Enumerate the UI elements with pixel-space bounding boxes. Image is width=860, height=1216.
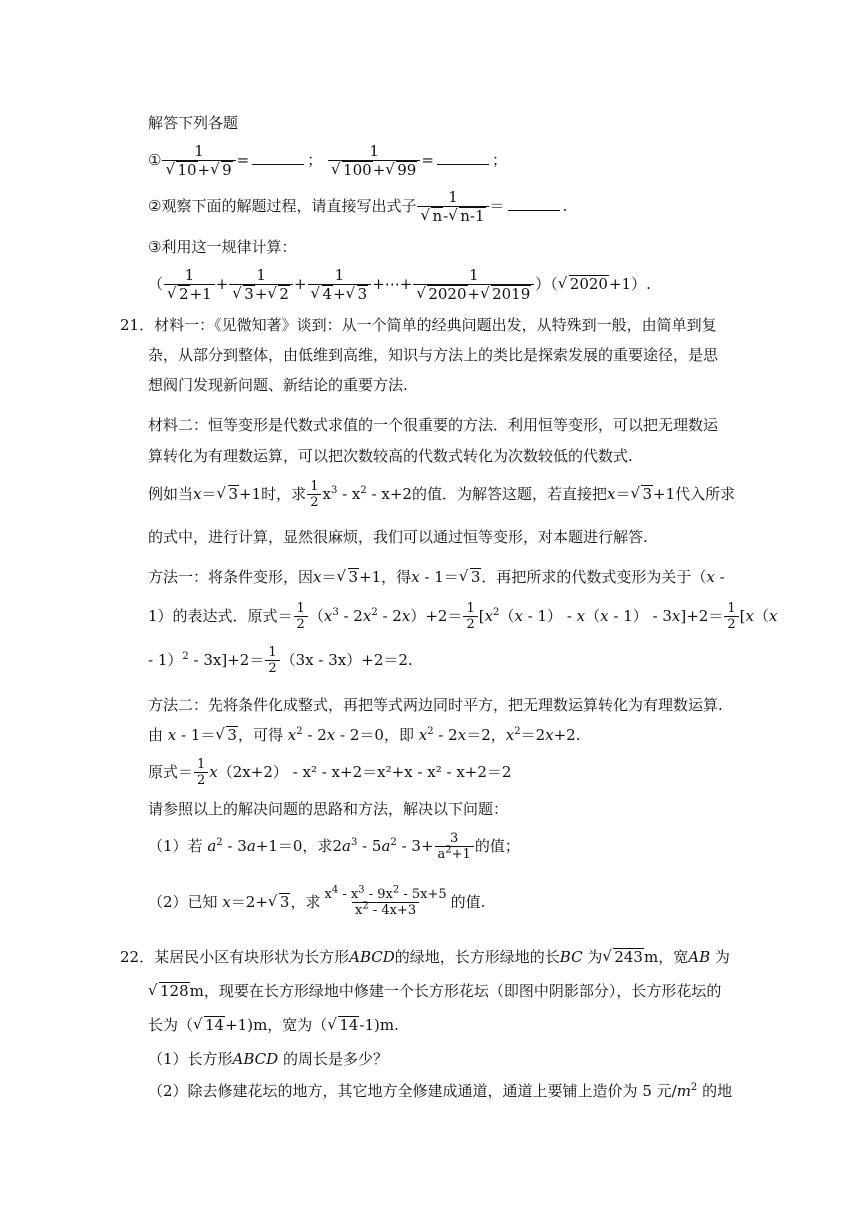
p22-line-1: 22．某居民小区有块形状为长方形ABCD的绿地，长方形绿地的长BC 为√ 243m，宽AB 为	[120, 942, 730, 972]
q1-label: ①	[148, 151, 162, 169]
p22-line-2: √ 128m，现要在长方形绿地中修建一个长方形花坛（即图中阴影部分），长方形花坛的	[148, 976, 721, 1006]
p22-sub-2: （2）除去修建花坛的地方，其它地方全修建成通道，通道上要铺上造价为 5 元$/m^2$ 的地	[148, 1082, 733, 1100]
p21-line-2: 杂，从部分到整体，由低维到高维，知识与方法上的类比是探索发展的重要途径，是思	[148, 346, 719, 364]
p21-method1-line-1: 方法一：将条件变形，因x＝√ 3+1，得x - 1＝√ 3．再把所求的代数式变形为关于（x -	[148, 562, 725, 592]
q3-label: ③	[148, 238, 162, 256]
q3-line: ③利用这一规律计算：	[148, 238, 297, 256]
q2-line: ②观察下面的解题过程，请直接写出式子 1 √ n-√ n-1 ＝ .	[148, 186, 567, 226]
p21-number: 21．	[120, 316, 155, 334]
q2-blank[interactable]	[508, 196, 560, 211]
q3-expression: （ 1 √ 2+1 + 1 √ 3+√ 2 + 1 √ 4+√ 3 +⋯+ 1 √ 2020+√ 2019 ）（√ 2020+1）.	[148, 264, 651, 304]
q1-frac-2: 1 √ 100+√ 99	[328, 143, 420, 180]
p21-example-line-1: 例如当x＝√ 3+1时，求 $\frac{1}{2}$ $x^3 - x^2 - x+2$的值．为解答这题，若直接把x＝√ 3+1代入所求	[148, 474, 735, 514]
p22-line-3: 长为（√ 14+1)m，宽为（√ 14-1)m.	[148, 1010, 399, 1040]
q1-blank-2[interactable]	[437, 150, 489, 165]
p22-number: 22．	[120, 948, 155, 966]
p21-sub-1: （1）若 $a^2 - 3a+1=0$，求$2a^3 - 5a^2 - 3+$ $\frac{3}{a^2+1}$ 的值；	[148, 830, 520, 862]
q2-frac: 1 √ n-√ n-1	[417, 189, 488, 226]
p21-method2-line-2: 由 x - 1＝√ 3，可得 $x^2 - 2x - 2=0$，即 $x^2 - 2x=2$，$x^2=2x+2$.	[148, 722, 581, 748]
p21-m2-line-1: 材料二：恒等变形是代数式求值的一个很重要的方法．利用恒等变形，可以把无理数运	[148, 416, 719, 434]
p21-example-line-2: 的式中，进行计算，显然很麻烦，我们可以通过恒等变形，对本题进行解答.	[148, 528, 648, 546]
p21-m2-line-2: 算转化为有理数运算，可以把次数较高的代数式转化为次数较低的代数式.	[148, 447, 633, 465]
p21-line-1: 21．材料一：《见微知著》谈到：从一个简单的经典问题出发，从特殊到一般，由简单到复	[120, 316, 717, 334]
p22-sub-1: （1）长方形ABCD 的周长是多少？	[148, 1050, 388, 1068]
q1-frac-1: 1 √ 10+√ 9	[162, 143, 235, 180]
intro-text: 解答下列各题	[148, 114, 239, 132]
p21-method2-line-1: 方法二：先将条件化成整式，再把等式两边同时平方，把无理数运算转化为有理数运算.	[148, 696, 723, 714]
p21-method2-line-3: 原式＝ $\frac{1}{2}$ x（2x+2） - x² - x+2＝x²+x - x² - x+2＝2	[148, 756, 512, 788]
p21-sub-2: （2）已知 x＝2+√ 3，求 $\frac{x^4 - x^3 - 9x^2 - 5x+5}{x^2 - 4x+3}$ 的值.	[148, 882, 485, 922]
p21-ask: 请参照以上的解决问题的思路和方法，解决以下问题：	[148, 800, 509, 818]
p21-method1-line-2: 1）的表达式．原式＝ $\frac{1}{2}$ $(x^3 - 2x^2 - 2x)+2=$ $\frac{1}{2}$ $[x^2(x - 1) - x(x - 1) - 3x]+2=$ $\frac{1}{2}$ [x（x	[148, 600, 778, 632]
p21-line-3: 想阀门发现新问题、新结论的重要方法.	[148, 376, 408, 394]
q1-blank-1[interactable]	[252, 150, 304, 165]
q1-line: ① 1 √ 10+√ 9 = ； 1 √ 100+√ 99 = ；	[148, 140, 507, 180]
p21-method1-line-3: - 1）$^2$ - 3x]+2＝ $\frac{1}{2}$ （3x - 3x）+2＝2.	[148, 644, 413, 676]
q2-label: ②	[148, 197, 162, 215]
